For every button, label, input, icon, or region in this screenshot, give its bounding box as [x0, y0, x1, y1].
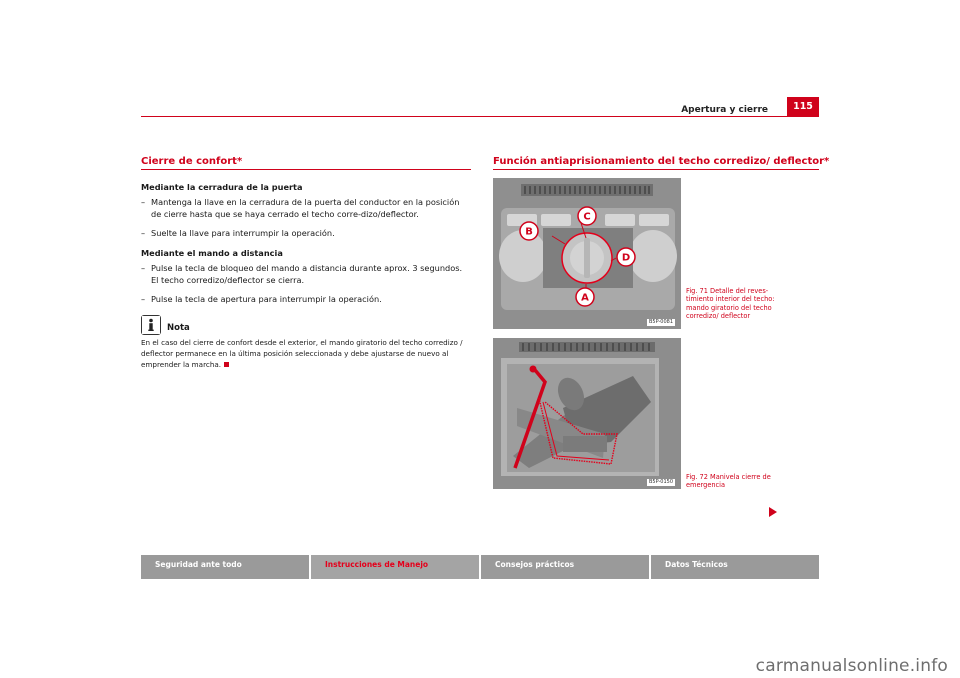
figure-71-roof-control [493, 178, 681, 329]
step-item [141, 196, 471, 221]
note-header [141, 315, 471, 335]
header-rule [141, 116, 819, 117]
page-number-badge: 115 [787, 97, 819, 116]
step-item [141, 293, 471, 306]
step-item [141, 227, 471, 240]
figure-72-caption: Fig. 72 Manivela cierre de emergencia [686, 473, 771, 490]
fig71-label-b: B [525, 226, 533, 238]
step-text: Pulse la tecla de apertura para interrumpir la operación. [151, 293, 382, 304]
next-page-arrow-icon[interactable] [769, 507, 777, 517]
section-rule-left [141, 169, 471, 170]
step-item [141, 262, 471, 287]
section-title-comfort-closing: Cierre de confort* [141, 156, 243, 167]
note-title: Nota [167, 322, 190, 333]
tab-instrucciones[interactable]: Instrucciones de Manejo [311, 555, 479, 579]
footer-nav [141, 555, 819, 579]
figure-code: B5P-0081 [648, 319, 673, 325]
tab-datos-tecnicos[interactable]: Datos Técnicos [651, 555, 819, 579]
fig71-label-a: A [581, 292, 589, 304]
left-column [141, 181, 471, 370]
section-rule-right [493, 169, 819, 170]
watermark: carmanualsonline.info [755, 656, 948, 676]
step-text: Mantenga la llave en la cerradura de la puerta del conductor en la posición de cierre hasta que se haya cerrado el techo corre-dizo/deflector. [151, 196, 460, 219]
fig71-label-c: C [583, 211, 591, 223]
figure-71-caption: Fig. 71 Detalle del reves-timiento interior del techo: mando giratorio del techo corredizo/ deflector [686, 287, 775, 321]
section-title-anti-trap: Función antiaprisionamiento del techo corredizo/ deflector* [493, 156, 830, 167]
note-info-icon [141, 315, 161, 335]
subhead-door-lock: Mediante la cerradura de la puerta [141, 182, 303, 192]
subhead-remote: Mediante el mando a distancia [141, 248, 283, 258]
dash-marker: – [141, 227, 146, 238]
fig71-label-d: D [621, 252, 631, 264]
dash-marker: – [141, 293, 146, 304]
figure-72-emergency-crank [493, 338, 681, 489]
tab-seguridad[interactable]: Seguridad ante todo [141, 555, 309, 579]
dash-marker: – [141, 262, 146, 273]
emergency-crank-illustration [493, 338, 681, 489]
roof-control-illustration [493, 178, 681, 329]
tab-consejos[interactable]: Consejos prácticos [481, 555, 649, 579]
running-header: Apertura y cierre [681, 105, 768, 115]
step-text: Pulse la tecla de bloqueo del mando a distancia durante aprox. 3 segundos. El techo corredizo/deflector se cierra. [151, 262, 463, 285]
figure-code: B5P-0150 [648, 479, 673, 485]
dash-marker: – [141, 196, 146, 207]
end-of-section-mark [224, 362, 229, 367]
note-text: En el caso del cierre de confort desde el exterior, el mando giratorio del techo corredizo / deflector permanece en la última posición seleccionada y debe ajustarse de nuevo al emprender la marcha. [141, 338, 463, 369]
step-text: Suelte la llave para interrumpir la operación. [151, 227, 335, 238]
